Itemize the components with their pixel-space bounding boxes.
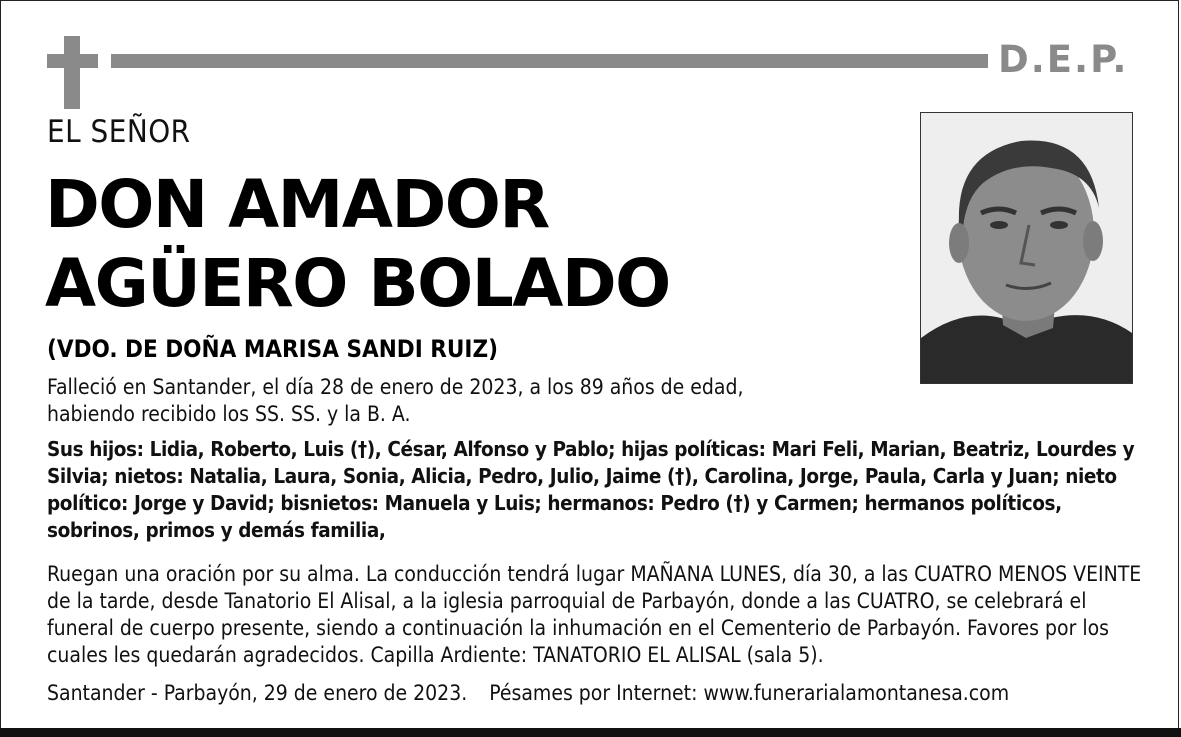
ceremony-details: Ruegan una oración por su alma. La conducción tendrá lugar MAÑANA LUNES, día 30, a las CUATRO MENOS VEINTE de la tarde, desde Tanatorio El Alisal, a la iglesia parroquial de Parbayón, donde a las CUATRO, se celebrará el funeral de cuerpo presente, siendo a continuación la inhumación en el Cementerio de Parbayón. Favores por los cuales les quedarán agradecidos. Capilla Ardiente: TANATORIO EL ALISAL (sala 5). (47, 562, 1142, 667)
death-notice (47, 374, 907, 428)
widow-of-line: (VDO. DE DOÑA MARISA SANDI RUIZ) (47, 335, 498, 363)
dep-heading: D.E.P. (998, 38, 1129, 81)
deceased-name-line-2: AGÜERO BOLADO (45, 245, 670, 322)
death-notice-line-2: habiendo recibido los SS. SS. y la B. A. (47, 402, 411, 426)
bottom-border (0, 728, 1181, 737)
family-members: Sus hijos: Lidia, Roberto, Luis (†), César, Alfonso y Pablo; hijas políticas: Mari Feli, Marian, Beatriz, Lourdes y Silvia; nietos: Natalia, Laura, Sonia, Alicia, Pedro, Julio, Jaime (†), Carolina, Jorge, Paula, Carla y Juan; nieto político: Jorge y David; bisnietos: Manuela y Luis; hermanos: Pedro (†) y Carmen; hermanos políticos, sobrinos, primos y demás familia, (47, 437, 1135, 542)
header-rule (111, 54, 988, 68)
honorific-prefix: EL SEÑOR (47, 114, 191, 150)
death-notice-line-1: Falleció en Santander, el día 28 de enero de 2023, a los 89 años de edad, (47, 375, 744, 399)
deceased-name-line-1: DON AMADOR (45, 166, 549, 243)
latin-cross-icon-arm (47, 54, 98, 68)
condolences-website: Pésames por Internet: www.funerarialamontanesa.com (489, 681, 1010, 705)
latin-cross-icon (64, 36, 80, 109)
place-date: Santander - Parbayón, 29 de enero de 2023. (47, 681, 468, 705)
deceased-portrait (920, 112, 1133, 384)
footer (47, 680, 1142, 707)
